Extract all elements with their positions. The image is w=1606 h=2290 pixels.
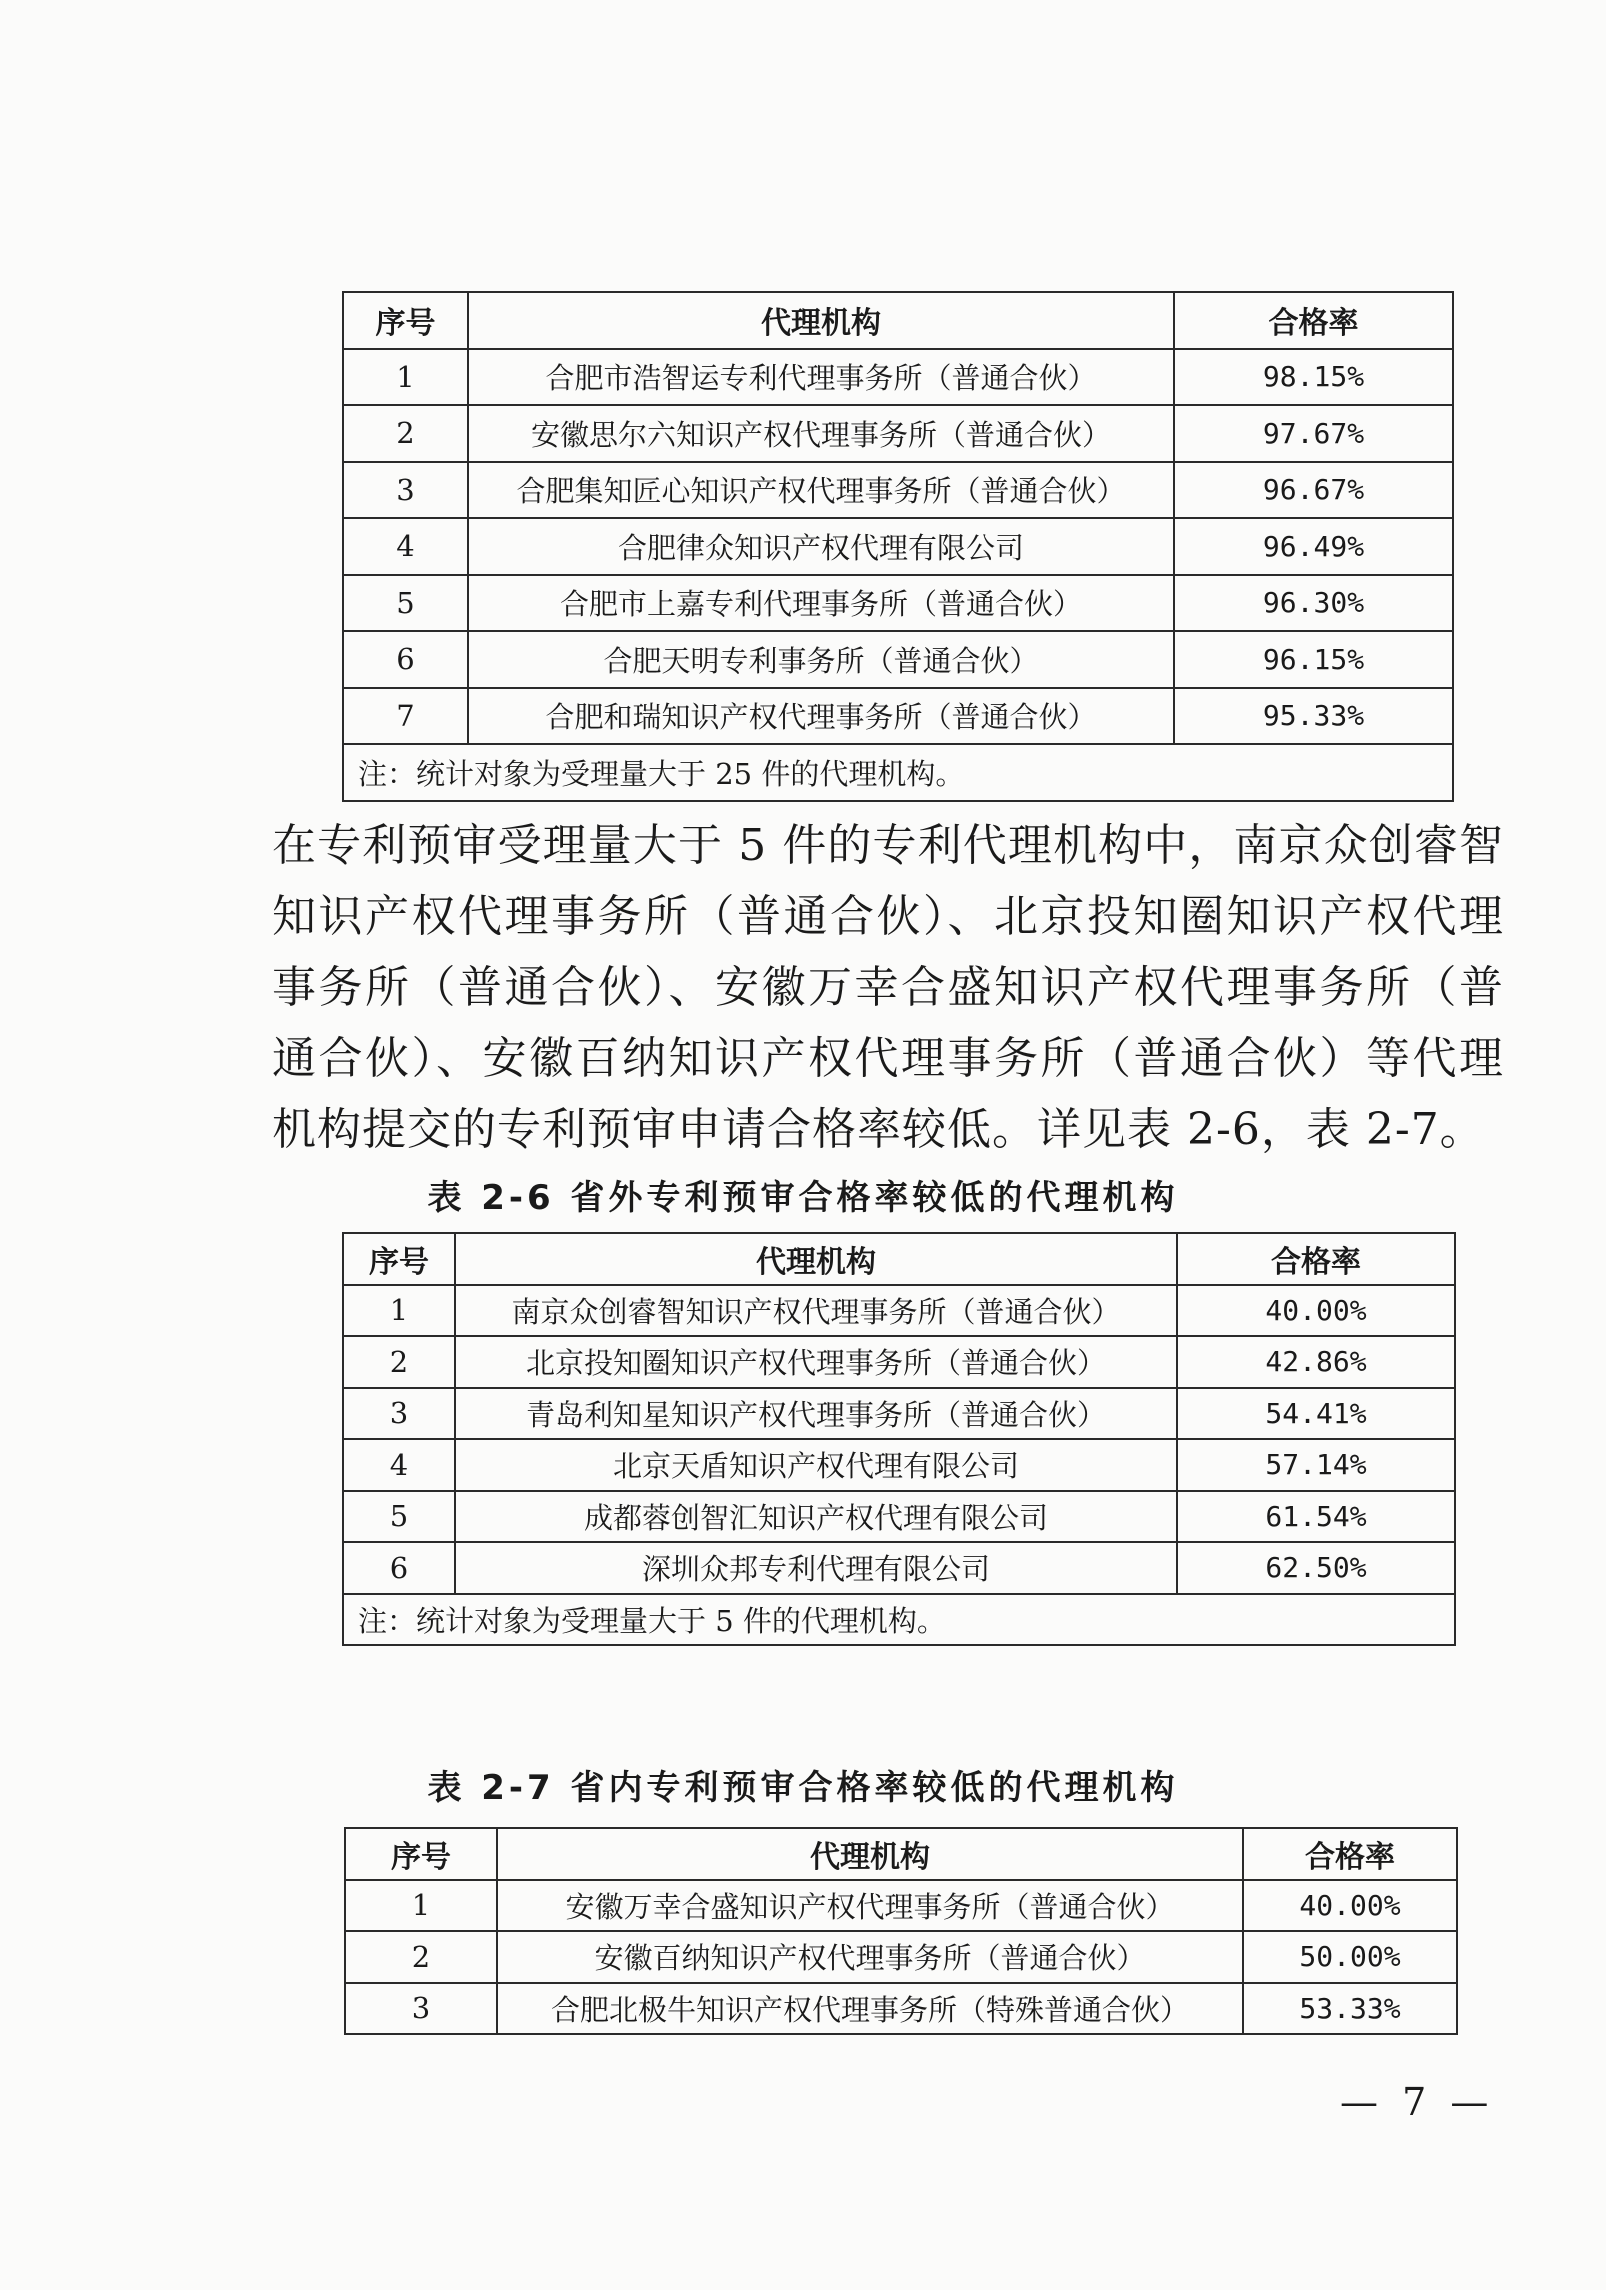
column-header: 合格率 — [1177, 1233, 1455, 1285]
pass-rate-cell: 42.86% — [1177, 1336, 1455, 1388]
pass-rate-cell: 50.00% — [1243, 1931, 1457, 1983]
row-index-cell: 2 — [345, 1931, 497, 1983]
pass-rate-cell: 53.33% — [1243, 1983, 1457, 2035]
table-note-row — [343, 1594, 1455, 1646]
table-row — [343, 518, 1453, 575]
column-header: 代理机构 — [455, 1233, 1177, 1285]
table-row — [343, 462, 1453, 519]
table-header-row — [343, 1233, 1455, 1285]
agency-name-cell: 北京投知圈知识产权代理事务所（普通合伙） — [455, 1336, 1177, 1388]
table-note: 注：统计对象为受理量大于 5 件的代理机构。 — [343, 1594, 1455, 1646]
table-row — [343, 575, 1453, 632]
pass-rate-cell: 40.00% — [1177, 1285, 1455, 1337]
row-index-cell: 1 — [343, 349, 468, 406]
table-row — [343, 1388, 1455, 1440]
agency-name-cell: 合肥北极牛知识产权代理事务所（特殊普通合伙） — [497, 1983, 1243, 2035]
table-2-6-caption: 表 2-6 省外专利预审合格率较低的代理机构 — [427, 1178, 1179, 1218]
pass-rate-cell: 96.67% — [1174, 462, 1453, 519]
column-header: 合格率 — [1174, 292, 1453, 349]
row-index-cell: 1 — [343, 1285, 455, 1337]
table-2-6 — [342, 1232, 1456, 1646]
row-index-cell: 5 — [343, 575, 468, 632]
row-index-cell: 3 — [343, 462, 468, 519]
row-index-cell: 3 — [345, 1983, 497, 2035]
agency-name-cell: 北京天盾知识产权代理有限公司 — [455, 1439, 1177, 1491]
column-header: 序号 — [343, 1233, 455, 1285]
pass-rate-cell: 54.41% — [1177, 1388, 1455, 1440]
table-header-row — [343, 292, 1453, 349]
row-index-cell: 1 — [345, 1880, 497, 1932]
table-row — [343, 349, 1453, 406]
pass-rate-cell: 95.33% — [1174, 688, 1453, 745]
table-row — [343, 1542, 1455, 1594]
table-note: 注：统计对象为受理量大于 25 件的代理机构。 — [343, 744, 1453, 801]
pass-rate-cell: 96.15% — [1174, 631, 1453, 688]
pass-rate-cell: 98.15% — [1174, 349, 1453, 406]
pass-rate-cell: 57.14% — [1177, 1439, 1455, 1491]
agency-name-cell: 合肥律众知识产权代理有限公司 — [468, 518, 1174, 575]
agency-name-cell: 合肥集知匠心知识产权代理事务所（普通合伙） — [468, 462, 1174, 519]
column-header: 序号 — [345, 1828, 497, 1880]
agency-name-cell: 安徽万幸合盛知识产权代理事务所（普通合伙） — [497, 1880, 1243, 1932]
row-index-cell: 7 — [343, 688, 468, 745]
agency-name-cell: 合肥市上嘉专利代理事务所（普通合伙） — [468, 575, 1174, 632]
pass-rate-cell: 40.00% — [1243, 1880, 1457, 1932]
table-header-row — [345, 1828, 1457, 1880]
table-note-row — [343, 744, 1453, 801]
row-index-cell: 2 — [343, 405, 468, 462]
column-header: 合格率 — [1243, 1828, 1457, 1880]
pass-rate-cell: 62.50% — [1177, 1542, 1455, 1594]
table-row — [343, 1439, 1455, 1491]
row-index-cell: 6 — [343, 631, 468, 688]
table-row — [343, 1491, 1455, 1543]
row-index-cell: 2 — [343, 1336, 455, 1388]
page-number: — 7 — — [1340, 2080, 1495, 2124]
pass-rate-cell: 97.67% — [1174, 405, 1453, 462]
agency-name-cell: 合肥和瑞知识产权代理事务所（普通合伙） — [468, 688, 1174, 745]
pass-rate-cell: 96.30% — [1174, 575, 1453, 632]
agency-name-cell: 成都蓉创智汇知识产权代理有限公司 — [455, 1491, 1177, 1543]
row-index-cell: 4 — [343, 518, 468, 575]
agency-pass-rate-table-top — [342, 291, 1454, 802]
agency-name-cell: 合肥市浩智运专利代理事务所（普通合伙） — [468, 349, 1174, 406]
body-paragraph: 在专利预审受理量大于 5 件的专利代理机构中，南京众创睿智知识产权代理事务所（普通合伙）、北京投知圈知识产权代理事务所（普通合伙）、安徽万幸合盛知识产权代理事务所（普通合伙）、安徽百纳知识产权代理事务所（普通合伙）等代理机构提交的专利预审申请合格率较低。详见表 2-6，表 2-7。 — [272, 820, 1504, 1155]
agency-name-cell: 青岛利知星知识产权代理事务所（普通合伙） — [455, 1388, 1177, 1440]
agency-name-cell: 南京众创睿智知识产权代理事务所（普通合伙） — [455, 1285, 1177, 1337]
table-row — [343, 688, 1453, 745]
pass-rate-cell: 96.49% — [1174, 518, 1453, 575]
agency-name-cell: 安徽思尔六知识产权代理事务所（普通合伙） — [468, 405, 1174, 462]
row-index-cell: 5 — [343, 1491, 455, 1543]
row-index-cell: 3 — [343, 1388, 455, 1440]
table-row — [345, 1931, 1457, 1983]
table-row — [345, 1983, 1457, 2035]
table-2-7 — [344, 1827, 1458, 2035]
agency-name-cell: 合肥天明专利事务所（普通合伙） — [468, 631, 1174, 688]
table-row — [343, 1285, 1455, 1337]
table-2-7-caption: 表 2-7 省内专利预审合格率较低的代理机构 — [427, 1768, 1179, 1808]
row-index-cell: 6 — [343, 1542, 455, 1594]
table-row — [343, 631, 1453, 688]
column-header: 代理机构 — [468, 292, 1174, 349]
table-row — [343, 405, 1453, 462]
pass-rate-cell: 61.54% — [1177, 1491, 1455, 1543]
column-header: 代理机构 — [497, 1828, 1243, 1880]
table-row — [343, 1336, 1455, 1388]
column-header: 序号 — [343, 292, 468, 349]
agency-name-cell: 深圳众邦专利代理有限公司 — [455, 1542, 1177, 1594]
row-index-cell: 4 — [343, 1439, 455, 1491]
table-row — [345, 1880, 1457, 1932]
agency-name-cell: 安徽百纳知识产权代理事务所（普通合伙） — [497, 1931, 1243, 1983]
